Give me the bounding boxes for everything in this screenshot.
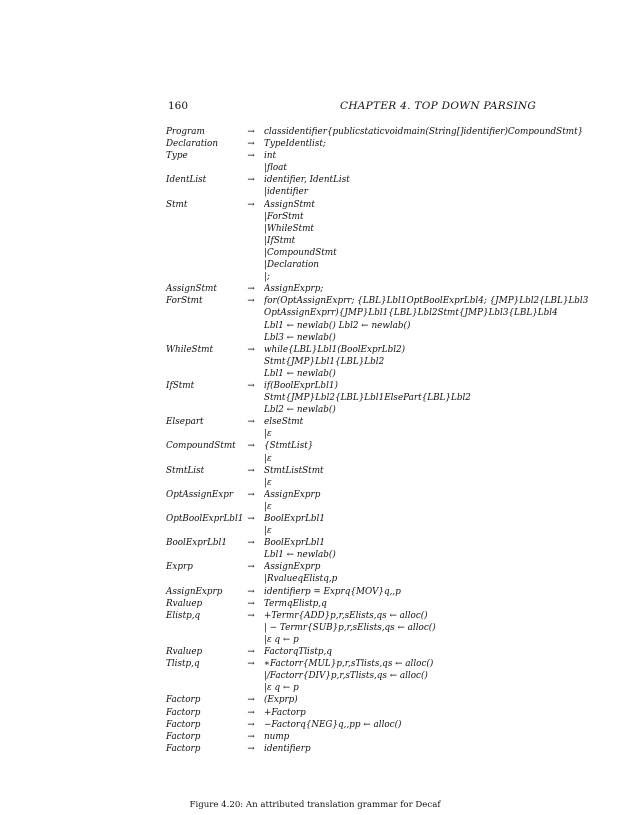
grammar-row — [166, 295, 611, 307]
rule-arrow: → — [247, 695, 255, 706]
rule-rhs: identifier, IdentList — [264, 175, 350, 186]
rule-rhs: Lbl1 ← newlab() Lbl2 ← newlab() — [264, 320, 411, 331]
rule-rhs: Lbl1 ← newlab() — [264, 550, 336, 561]
rule-rhs: AssignExprp — [264, 562, 321, 573]
grammar-row — [166, 150, 611, 162]
rule-lhs: Factorp — [166, 719, 201, 730]
rule-arrow: → — [247, 659, 255, 670]
grammar-row — [166, 307, 611, 319]
rule-rhs: BoolExprLbl1 — [264, 514, 325, 524]
grammar-row — [166, 634, 611, 646]
rule-lhs — [166, 549, 238, 561]
rule-rhs: |ε q ← p — [264, 683, 299, 694]
grammar-row — [166, 428, 611, 440]
rule-rhs: | − Termr{SUB}p,r,sElists,qs ← alloc() — [264, 622, 436, 633]
rule-rhs: while{LBL}Lbl1(BoolExprLbl2) — [264, 344, 406, 355]
rule-arrow — [238, 211, 264, 223]
rule-rhs: BoolExprLbl1 — [264, 538, 325, 549]
grammar-row — [166, 610, 611, 622]
rule-lhs: AssignExprp — [166, 586, 223, 597]
rule-arrow: → — [247, 380, 255, 391]
rule-rhs: (Exprp) — [264, 695, 298, 706]
rule-rhs: ∗Factorr{MUL}p,r,sTlists,qs ← alloc() — [264, 659, 434, 670]
grammar-row — [166, 199, 611, 211]
rule-arrow — [238, 259, 264, 271]
grammar-row — [166, 416, 611, 428]
rule-arrow — [238, 356, 264, 368]
grammar-row — [166, 332, 611, 344]
rule-arrow — [238, 453, 264, 465]
rule-rhs: {StmtList} — [264, 441, 314, 452]
rule-lhs: StmtList — [166, 465, 205, 476]
grammar-row — [166, 731, 611, 743]
rule-rhs: |float — [264, 163, 287, 174]
rule-rhs: Lbl1 ← newlab() — [264, 368, 336, 379]
grammar-row — [166, 356, 611, 368]
rule-rhs: |ε — [264, 477, 272, 488]
rule-lhs — [166, 356, 238, 368]
grammar-row — [166, 549, 611, 561]
rule-rhs: identifierp = Exprq{MOV}q,,p — [264, 586, 401, 597]
rule-arrow: → — [247, 417, 255, 428]
rule-arrow — [238, 320, 264, 332]
rule-lhs: OptBoolExprLbl1 — [166, 514, 244, 524]
rule-rhs: elseStmt — [264, 417, 304, 428]
grammar-row — [166, 320, 611, 332]
rule-lhs: Factorp — [166, 731, 201, 742]
rule-arrow — [238, 186, 264, 198]
rule-rhs: OptAssignExprr){JMP}Lbl1{LBL}Lbl2Stmt{JMP}Lbl3{LBL}Lbl4 — [264, 308, 558, 319]
rule-rhs: |ForStmt — [264, 211, 304, 222]
rule-rhs: Lbl3 ← newlab() — [264, 332, 336, 343]
grammar-row — [166, 489, 611, 501]
rule-lhs: Tlistp,q — [166, 659, 200, 670]
grammar-row — [166, 138, 611, 150]
rule-lhs — [166, 186, 238, 198]
rule-rhs: nump — [264, 731, 290, 742]
rule-arrow — [238, 404, 264, 416]
rule-arrow: → — [247, 465, 255, 476]
rule-rhs: |WhileStmt — [264, 223, 314, 234]
rule-arrow — [238, 162, 264, 174]
grammar-row — [166, 380, 611, 392]
grammar-row — [166, 537, 611, 549]
rule-arrow — [238, 573, 264, 585]
rule-lhs: BoolExprLbl1 — [166, 538, 227, 549]
rule-arrow — [238, 477, 264, 489]
rule-lhs: Exprp — [166, 562, 193, 573]
rule-arrow: → — [247, 175, 255, 186]
grammar-row — [166, 622, 611, 634]
rule-arrow — [238, 682, 264, 694]
grammar-row — [166, 186, 611, 198]
rule-arrow — [238, 428, 264, 440]
rule-rhs: classidentifier{publicstaticvoidmain(String[]identifier)CompoundStmt} — [264, 127, 584, 137]
rule-rhs: AssignStmt — [264, 199, 315, 210]
grammar-row — [166, 453, 611, 465]
rule-rhs: |ε — [264, 501, 272, 512]
rule-arrow — [238, 271, 264, 283]
grammar-row — [166, 271, 611, 283]
rule-lhs — [166, 634, 238, 646]
rule-lhs: Factorp — [166, 743, 201, 754]
grammar-row — [166, 586, 611, 598]
rule-lhs — [166, 320, 238, 332]
grammar-row — [166, 646, 611, 658]
grammar-row — [166, 707, 611, 719]
rule-arrow — [238, 223, 264, 235]
rule-lhs: IdentList — [166, 175, 207, 186]
grammar-row — [166, 561, 611, 573]
rule-arrow — [238, 247, 264, 259]
grammar-row — [166, 235, 611, 247]
rule-arrow: → — [247, 586, 255, 597]
rule-arrow: → — [247, 610, 255, 621]
rule-lhs — [166, 259, 238, 271]
rule-lhs — [166, 404, 238, 416]
rule-lhs — [166, 670, 238, 682]
rule-arrow — [238, 549, 264, 561]
grammar-row — [166, 283, 611, 295]
rule-lhs — [166, 211, 238, 223]
rule-arrow: → — [247, 139, 255, 150]
rule-arrow — [238, 670, 264, 682]
rule-rhs: +Termr{ADD}p,r,sElists,qs ← alloc() — [264, 610, 428, 621]
rule-rhs: |Declaration — [264, 260, 319, 271]
rule-lhs — [166, 247, 238, 259]
grammar-row — [166, 573, 611, 585]
rule-arrow: → — [247, 514, 255, 524]
rule-arrow: → — [247, 441, 255, 452]
grammar-row — [166, 162, 611, 174]
rule-lhs — [166, 223, 238, 235]
rule-rhs: |/Factorr{DIV}p,r,sTlists,qs ← alloc() — [264, 671, 428, 682]
rule-arrow: → — [247, 707, 255, 718]
rule-lhs — [166, 622, 238, 634]
rule-lhs — [166, 162, 238, 174]
grammar-row — [166, 598, 611, 610]
grammar-row — [166, 525, 611, 537]
rule-arrow: → — [247, 719, 255, 730]
grammar-row — [166, 211, 611, 223]
rule-rhs: identifierp — [264, 743, 311, 754]
rule-lhs — [166, 428, 238, 440]
rule-arrow: → — [247, 284, 255, 295]
grammar-row — [166, 465, 611, 477]
grammar-row — [166, 223, 611, 235]
rule-arrow — [238, 525, 264, 537]
rule-lhs — [166, 392, 238, 404]
rule-arrow: → — [247, 296, 255, 307]
grammar-row — [166, 513, 611, 525]
rule-rhs: TermqElistp,q — [264, 598, 327, 609]
rule-rhs: |ε — [264, 526, 272, 537]
grammar-row — [166, 392, 611, 404]
rule-lhs: Elistp,q — [166, 610, 201, 621]
rule-arrow: → — [247, 562, 255, 573]
rule-rhs: |ε — [264, 429, 272, 440]
rule-lhs: Rvaluep — [166, 598, 203, 609]
rule-lhs — [166, 525, 238, 537]
rule-rhs: AssignExprp; — [264, 284, 324, 295]
rule-lhs — [166, 235, 238, 247]
rule-rhs: |IfStmt — [264, 235, 296, 246]
rule-lhs: CompoundStmt — [166, 441, 236, 452]
rule-lhs — [166, 453, 238, 465]
rule-rhs: if(BoolExprLbl1) — [264, 380, 338, 391]
grammar-row — [166, 501, 611, 513]
rule-lhs — [166, 307, 238, 319]
rule-rhs: FactorqTlistp,q — [264, 647, 332, 658]
rule-arrow: → — [247, 199, 255, 210]
rule-arrow — [238, 622, 264, 634]
rule-rhs: for(OptAssignExprr; {LBL}Lbl1OptBoolExprLbl4; {JMP}Lbl2{LBL}Lbl3 — [264, 296, 589, 307]
rule-lhs — [166, 332, 238, 344]
page-number: 160 — [168, 100, 189, 112]
grammar-row — [166, 440, 611, 452]
rule-lhs: Program — [166, 127, 205, 137]
rule-lhs — [166, 477, 238, 489]
rule-rhs: +Factorp — [264, 707, 306, 718]
rule-rhs: |CompoundStmt — [264, 247, 337, 258]
rule-arrow: → — [247, 731, 255, 742]
rule-rhs: TypeIdentlist; — [264, 139, 326, 150]
rule-lhs: Stmt — [166, 199, 188, 210]
rule-rhs: Lbl2 ← newlab() — [264, 405, 336, 416]
rule-lhs: Type — [166, 151, 188, 162]
grammar-row — [166, 404, 611, 416]
rule-lhs: IfStmt — [166, 380, 195, 391]
grammar-row — [166, 174, 611, 186]
rule-lhs — [166, 368, 238, 380]
rule-rhs: int — [264, 151, 277, 162]
rule-lhs: Declaration — [166, 139, 219, 150]
rule-arrow: → — [247, 598, 255, 609]
rule-arrow — [238, 501, 264, 513]
rule-rhs: Stmt{JMP}Lbl2{LBL}Lbl1ElsePart{LBL}Lbl2 — [264, 393, 471, 404]
rule-arrow: → — [247, 344, 255, 355]
rule-lhs: OptAssignExpr — [166, 489, 234, 500]
rule-arrow: → — [247, 489, 255, 500]
rule-lhs — [166, 271, 238, 283]
rule-lhs — [166, 501, 238, 513]
rule-rhs: AssignExprp — [264, 489, 321, 500]
rule-rhs: |ε — [264, 453, 272, 464]
grammar-row — [166, 344, 611, 356]
rule-arrow: → — [247, 127, 255, 137]
rule-lhs — [166, 573, 238, 585]
rule-arrow — [238, 332, 264, 344]
grammar-table — [166, 126, 611, 755]
grammar-row — [166, 743, 611, 755]
figure-caption: Figure 4.20: An attributed translation grammar for Decaf — [189, 800, 441, 810]
rule-lhs: Factorp — [166, 707, 201, 718]
rule-arrow — [238, 235, 264, 247]
rule-rhs: −Factorq{NEG}q,,pp ← alloc() — [264, 719, 402, 730]
rule-rhs: |; — [264, 272, 270, 283]
rule-lhs: Factorp — [166, 695, 201, 706]
grammar-row — [166, 658, 611, 670]
grammar-row — [166, 477, 611, 489]
grammar-row — [166, 719, 611, 731]
rule-arrow: → — [247, 743, 255, 754]
rule-arrow — [238, 392, 264, 404]
chapter-title: CHAPTER 4. TOP DOWN PARSING — [340, 100, 537, 112]
rule-arrow: → — [247, 647, 255, 658]
rule-rhs: Stmt{JMP}Lbl1{LBL}Lbl2 — [264, 356, 385, 367]
grammar-row — [166, 247, 611, 259]
rule-arrow — [238, 368, 264, 380]
grammar-row — [166, 368, 611, 380]
rule-lhs: Rvaluep — [166, 647, 203, 658]
rule-rhs: |RvalueqElistq,p — [264, 574, 338, 585]
grammar-row — [166, 126, 611, 138]
rule-arrow: → — [247, 151, 255, 162]
rule-arrow — [238, 634, 264, 646]
rule-arrow — [238, 307, 264, 319]
grammar-row — [166, 682, 611, 694]
rule-rhs: |identifier — [264, 187, 308, 198]
rule-rhs: |ε q ← p — [264, 634, 299, 645]
grammar-row — [166, 670, 611, 682]
rule-lhs: WhileStmt — [166, 344, 213, 355]
rule-arrow: → — [247, 538, 255, 549]
rule-lhs: Elsepart — [166, 417, 204, 428]
grammar-row — [166, 259, 611, 271]
rule-lhs — [166, 682, 238, 694]
grammar-row — [166, 694, 611, 706]
rule-lhs: ForStmt — [166, 296, 203, 307]
rule-rhs: StmtListStmt — [264, 465, 324, 476]
rule-lhs: AssignStmt — [166, 284, 217, 295]
